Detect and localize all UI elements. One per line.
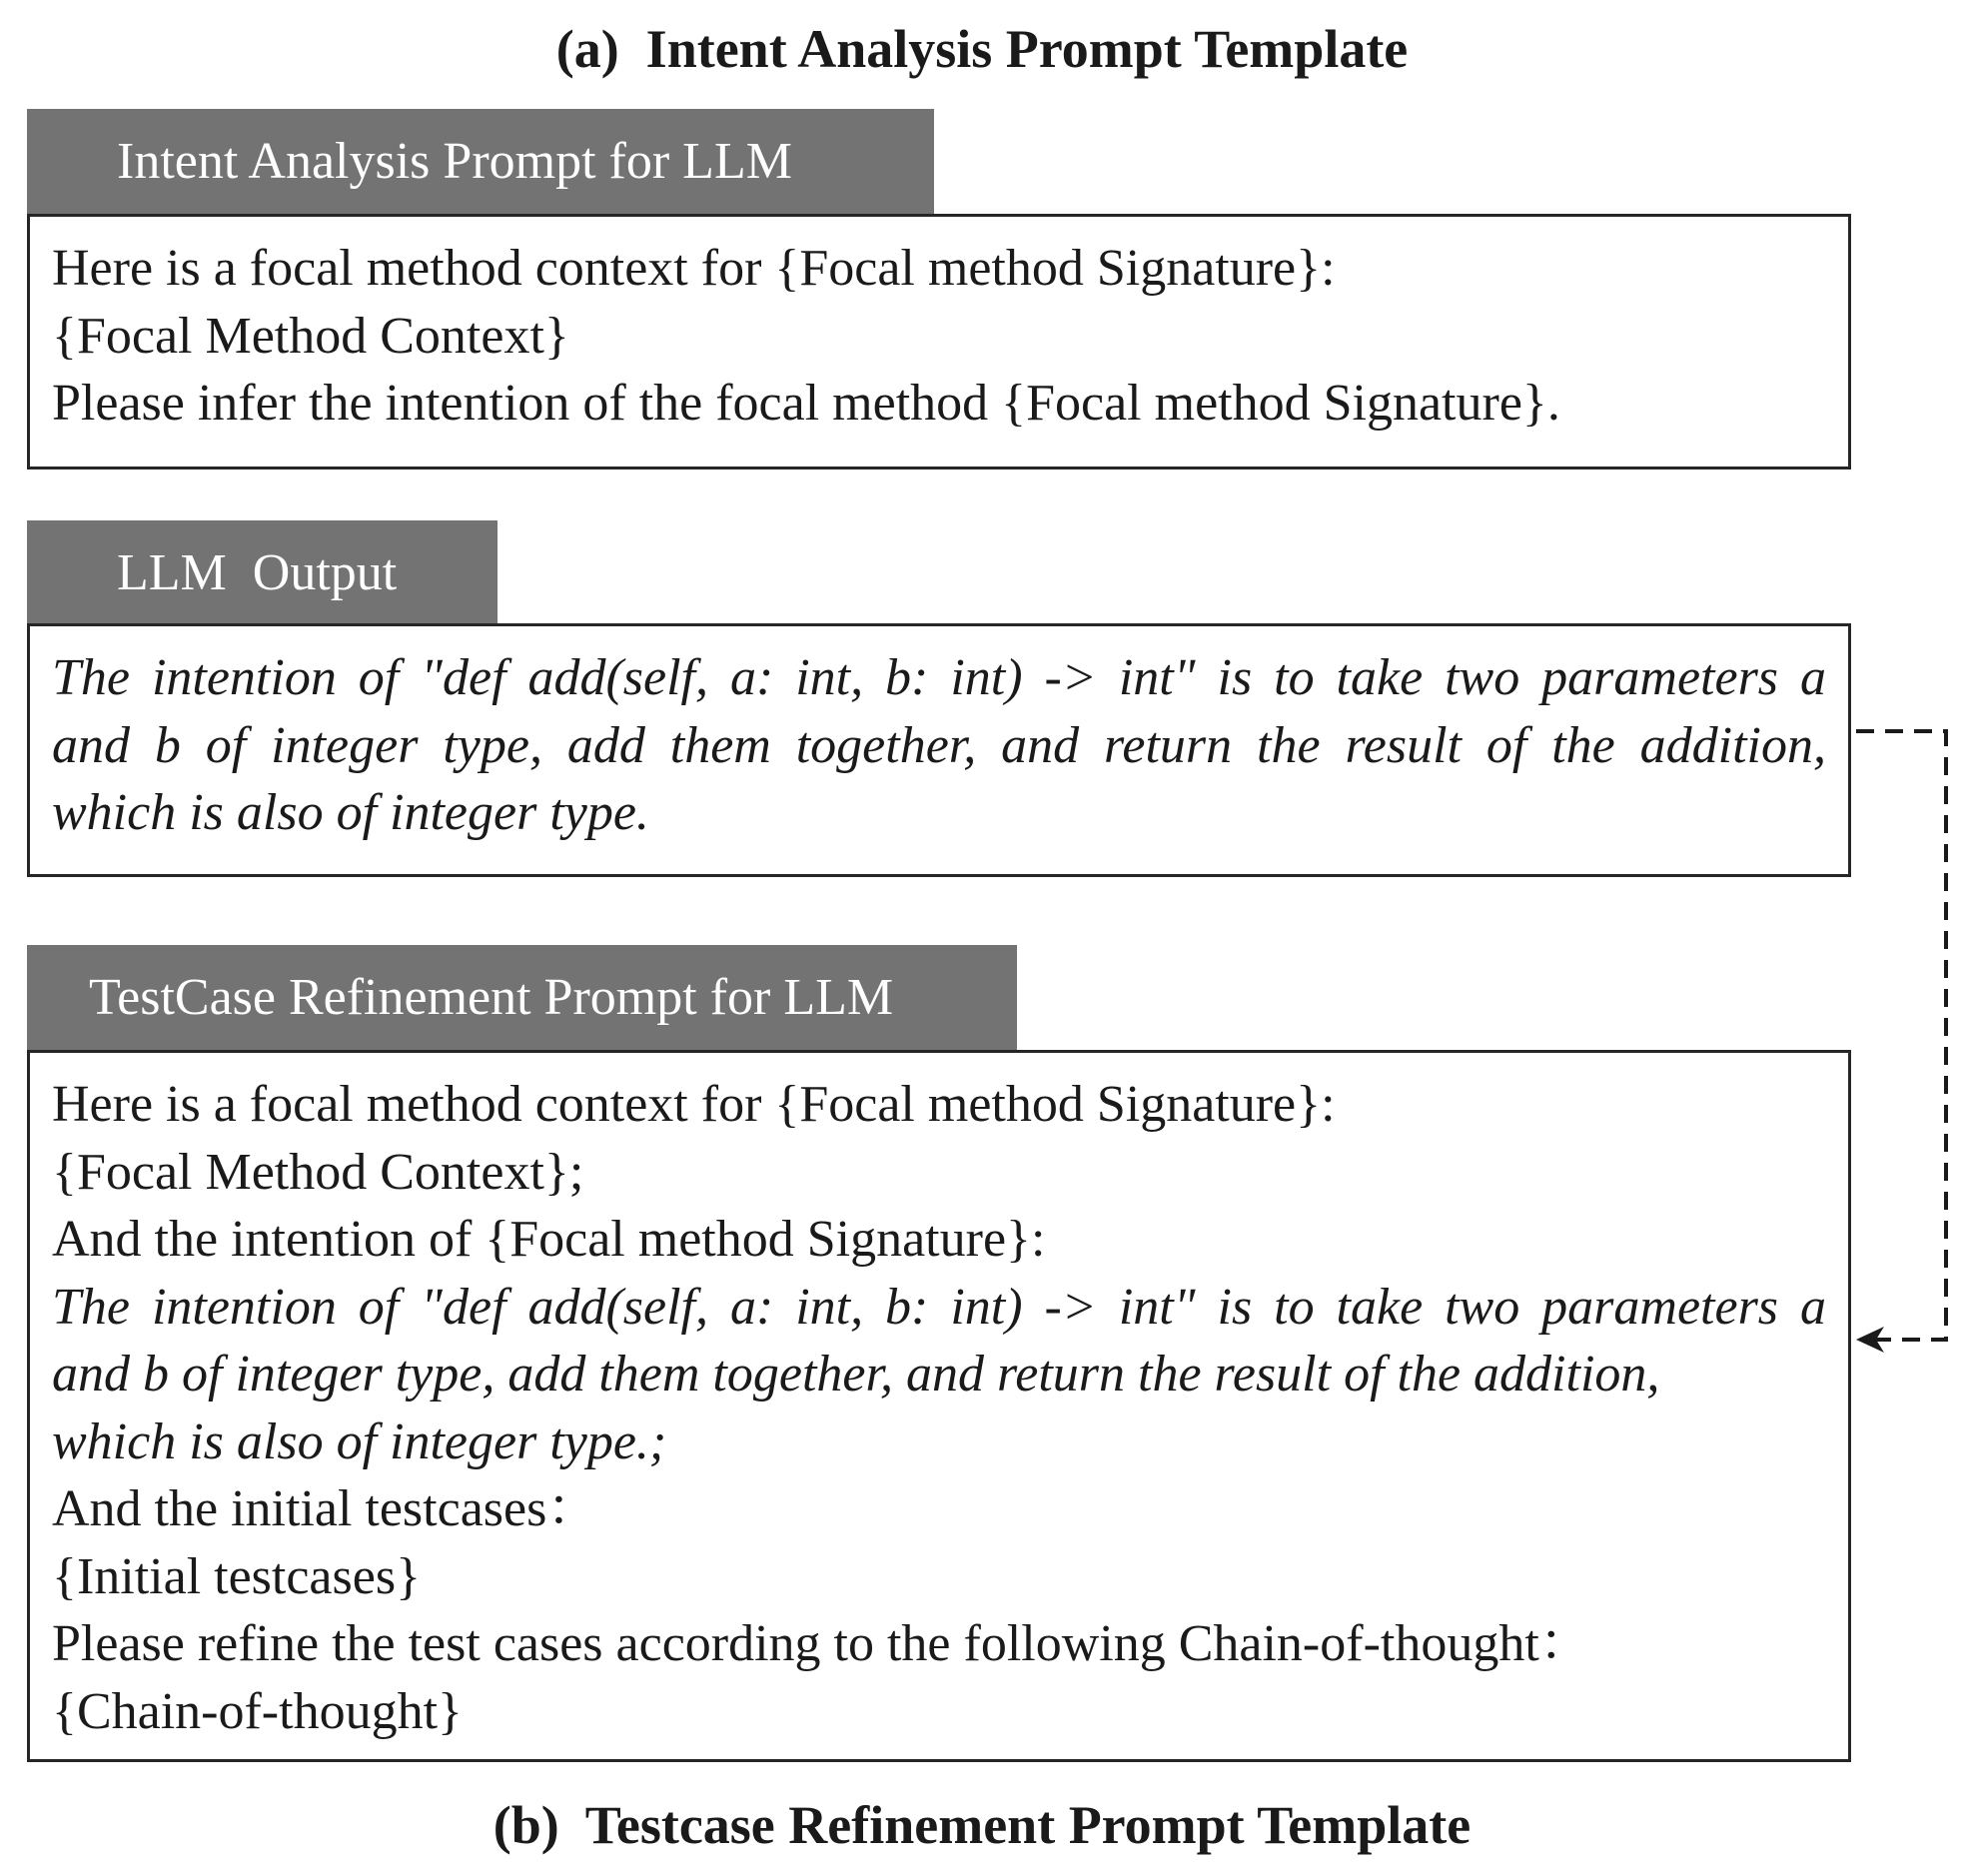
llm-output-line: The intention of "def add(self, a: int, b: int) -> int" is to take two parameters a [52, 649, 1826, 706]
refinement-prompt-line: And the intention of {Focal method Signature}: [52, 1211, 1046, 1268]
intent-prompt-header-label: Intent Analysis Prompt for LLM [117, 132, 792, 190]
refinement-prompt-line: And the initial testcases： [52, 1480, 599, 1537]
refinement-prompt-line: {Initial testcases} [52, 1547, 422, 1605]
llm-output-header-label: LLM Output [117, 543, 398, 601]
llm-output-box [27, 623, 1851, 877]
refinement-intention-line: and b of integer type, add them together, and return the result of the addition, [52, 1346, 1660, 1403]
intent-prompt-box [27, 214, 1851, 469]
llm-output-header [27, 520, 497, 625]
refinement-intention-line: which is also of integer type.; [52, 1412, 667, 1470]
intent-prompt-line: {Focal Method Context} [52, 307, 569, 365]
refinement-prompt-line: {Chain-of-thought} [52, 1682, 463, 1740]
caption-intent-analysis: (a) Intent Analysis Prompt Template [555, 19, 1409, 79]
refinement-prompt-box [27, 1050, 1851, 1762]
llm-output-line: and b of integer type, add them together, and return the result of the addition, [52, 716, 1826, 774]
refinement-prompt-header [27, 945, 1017, 1050]
refinement-prompt-line: {Focal Method Context}; [52, 1143, 584, 1201]
refinement-prompt-line: Here is a focal method context for {Focal method Signature}: [52, 1076, 1336, 1133]
intent-prompt-header [27, 109, 934, 214]
llm-output-line: which is also of integer type. [52, 784, 649, 841]
refinement-intention-line: The intention of "def add(self, a: int, b: int) -> int" is to take two parameters a [52, 1278, 1826, 1336]
refinement-prompt-line: Please refine the test cases according to the following Chain-of-thought： [52, 1615, 1591, 1672]
arrowhead-icon [1856, 1327, 1884, 1353]
intent-prompt-line: Here is a focal method context for {Focal method Signature}: [52, 240, 1336, 297]
intent-prompt-line: Please infer the intention of the focal method {Focal method Signature}. [52, 375, 1560, 432]
dashed-connector-line [1856, 731, 1946, 1340]
refinement-prompt-header-label: TestCase Refinement Prompt for LLM [89, 968, 894, 1026]
caption-testcase-refinement: (b) Testcase Refinement Prompt Template [492, 1795, 1472, 1855]
